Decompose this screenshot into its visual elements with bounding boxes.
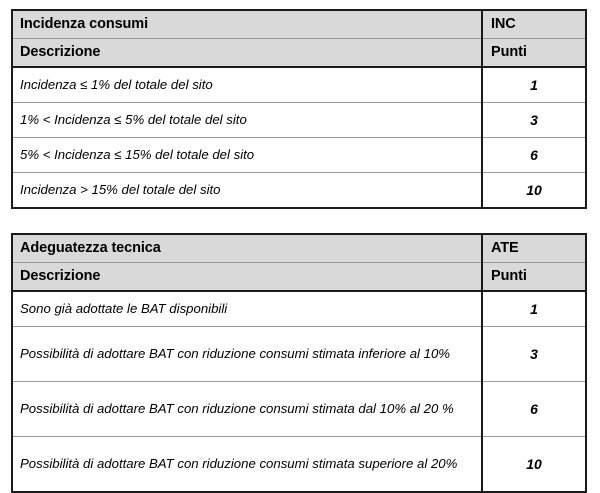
row-description: Incidenza > 15% del totale del sito bbox=[12, 173, 482, 209]
table-row bbox=[12, 67, 586, 103]
table-code: INC bbox=[482, 10, 586, 39]
row-points: 6 bbox=[482, 382, 586, 437]
table-row bbox=[12, 437, 586, 493]
row-description: Possibilità di adottare BAT con riduzione consumi stimata inferiore al 10% bbox=[12, 327, 482, 382]
table-title: Incidenza consumi bbox=[12, 10, 482, 39]
table-adeguatezza-tecnica bbox=[11, 233, 587, 493]
column-header-points: Punti bbox=[482, 39, 586, 68]
table-column-header-row bbox=[12, 39, 586, 68]
row-description: 1% < Incidenza ≤ 5% del totale del sito bbox=[12, 103, 482, 138]
row-points: 1 bbox=[482, 291, 586, 327]
table-row bbox=[12, 173, 586, 209]
row-description: Sono già adottate le BAT disponibili bbox=[12, 291, 482, 327]
row-description: Possibilità di adottare BAT con riduzione consumi stimata superiore al 20% bbox=[12, 437, 482, 493]
table-row bbox=[12, 382, 586, 437]
table-row bbox=[12, 138, 586, 173]
table-title-row bbox=[12, 10, 586, 39]
row-points: 3 bbox=[482, 327, 586, 382]
column-header-points: Punti bbox=[482, 263, 586, 292]
table-row bbox=[12, 291, 586, 327]
row-points: 3 bbox=[482, 103, 586, 138]
column-header-description: Descrizione bbox=[12, 263, 482, 292]
row-points: 10 bbox=[482, 173, 586, 209]
row-points: 6 bbox=[482, 138, 586, 173]
table-title-row bbox=[12, 234, 586, 263]
table-incidenza-consumi bbox=[11, 9, 587, 209]
table-code: ATE bbox=[482, 234, 586, 263]
table-title: Adeguatezza tecnica bbox=[12, 234, 482, 263]
table-row bbox=[12, 103, 586, 138]
row-description: Possibilità di adottare BAT con riduzione consumi stimata dal 10% al 20 % bbox=[12, 382, 482, 437]
table-column-header-row bbox=[12, 263, 586, 292]
column-header-description: Descrizione bbox=[12, 39, 482, 68]
row-points: 10 bbox=[482, 437, 586, 493]
row-points: 1 bbox=[482, 67, 586, 103]
table-row bbox=[12, 327, 586, 382]
row-description: Incidenza ≤ 1% del totale del sito bbox=[12, 67, 482, 103]
row-description: 5% < Incidenza ≤ 15% del totale del sito bbox=[12, 138, 482, 173]
